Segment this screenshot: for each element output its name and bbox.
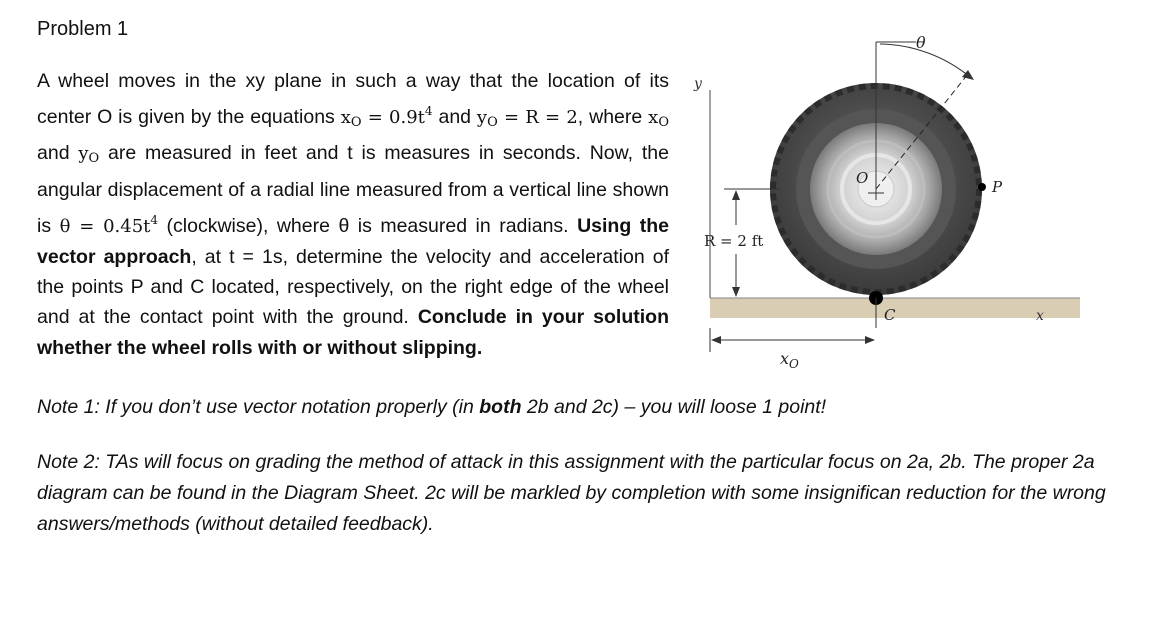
statement-text-6: (clockwise), where θ is measured in radians. [158,214,578,237]
x-axis-label: x [1036,308,1044,324]
statement-text-2: and [432,106,477,129]
statement-text-4: and [37,142,79,165]
wheel-diagram [680,30,1080,375]
x0-symbol-2: $x_O$ [648,107,669,131]
y0-symbol: $y_O$ [476,107,498,131]
point-c-label: C [884,306,896,324]
r-dim-arrowhead-down [732,287,740,297]
note-2: Note 2: TAs will focus on grading the method of attack in this assignment with the particular focus on 2a, 2b. The proper 2a diagram can be found in the Diagram Sheet. 2c will be markled by completion with some insignifican reduction for the wrong answers/methods (without detailed feedback). [37,451,1106,535]
wheel-figure [680,30,1080,375]
statement-text-1: A wheel moves in the xy plane in such a way that the location of its center O is given by the equations [37,70,669,129]
note-1-bold: both [479,396,522,418]
x0-dim-arrowhead-right [865,336,875,344]
x0-equation: = $0.9t^4$ [361,104,433,129]
theta-label: θ [916,33,926,52]
statement-bold-1: Using the vector approach [37,214,669,269]
problem-heading: Problem 1 [37,18,129,40]
note-1: Note 1: If you don’t use vector notation properly (in both 2b and 2c) – you will loose 1 point! [37,396,827,418]
y-axis-label: y [694,76,702,92]
r-dim-arrowhead-up [732,190,740,200]
y0-symbol-2: $y_O$ [78,143,100,167]
point-p-label: P [992,178,1003,196]
theta-equation: $\theta = 0.45t^4$ [59,212,159,237]
x0-label: $x_O$ [780,349,799,371]
statement-text-3: , where [577,106,649,129]
statement-text-5: are measured in feet and t is measures in seconds. Now, the angular displacement of a radial line measured from a vertical line shown is [37,142,669,237]
statement-text-7: , at t = 1s, determine the velocity and acceleration of the points P and C located, respectively, on the right edge of the wheel and at the contact point with the ground. [37,246,669,329]
x0-symbol: $x_O$ [340,107,362,131]
radius-label: R = 2 ft [704,232,764,250]
statement-bold-2: Conclude in your solution whether the wheel rolls with or without slipping. [37,306,669,359]
x0-dim-arrowhead-left [711,336,721,344]
problem-statement [37,66,669,363]
center-label: O [856,169,869,187]
y0-equation: = R = 2 [497,107,578,129]
point-p [978,183,986,191]
